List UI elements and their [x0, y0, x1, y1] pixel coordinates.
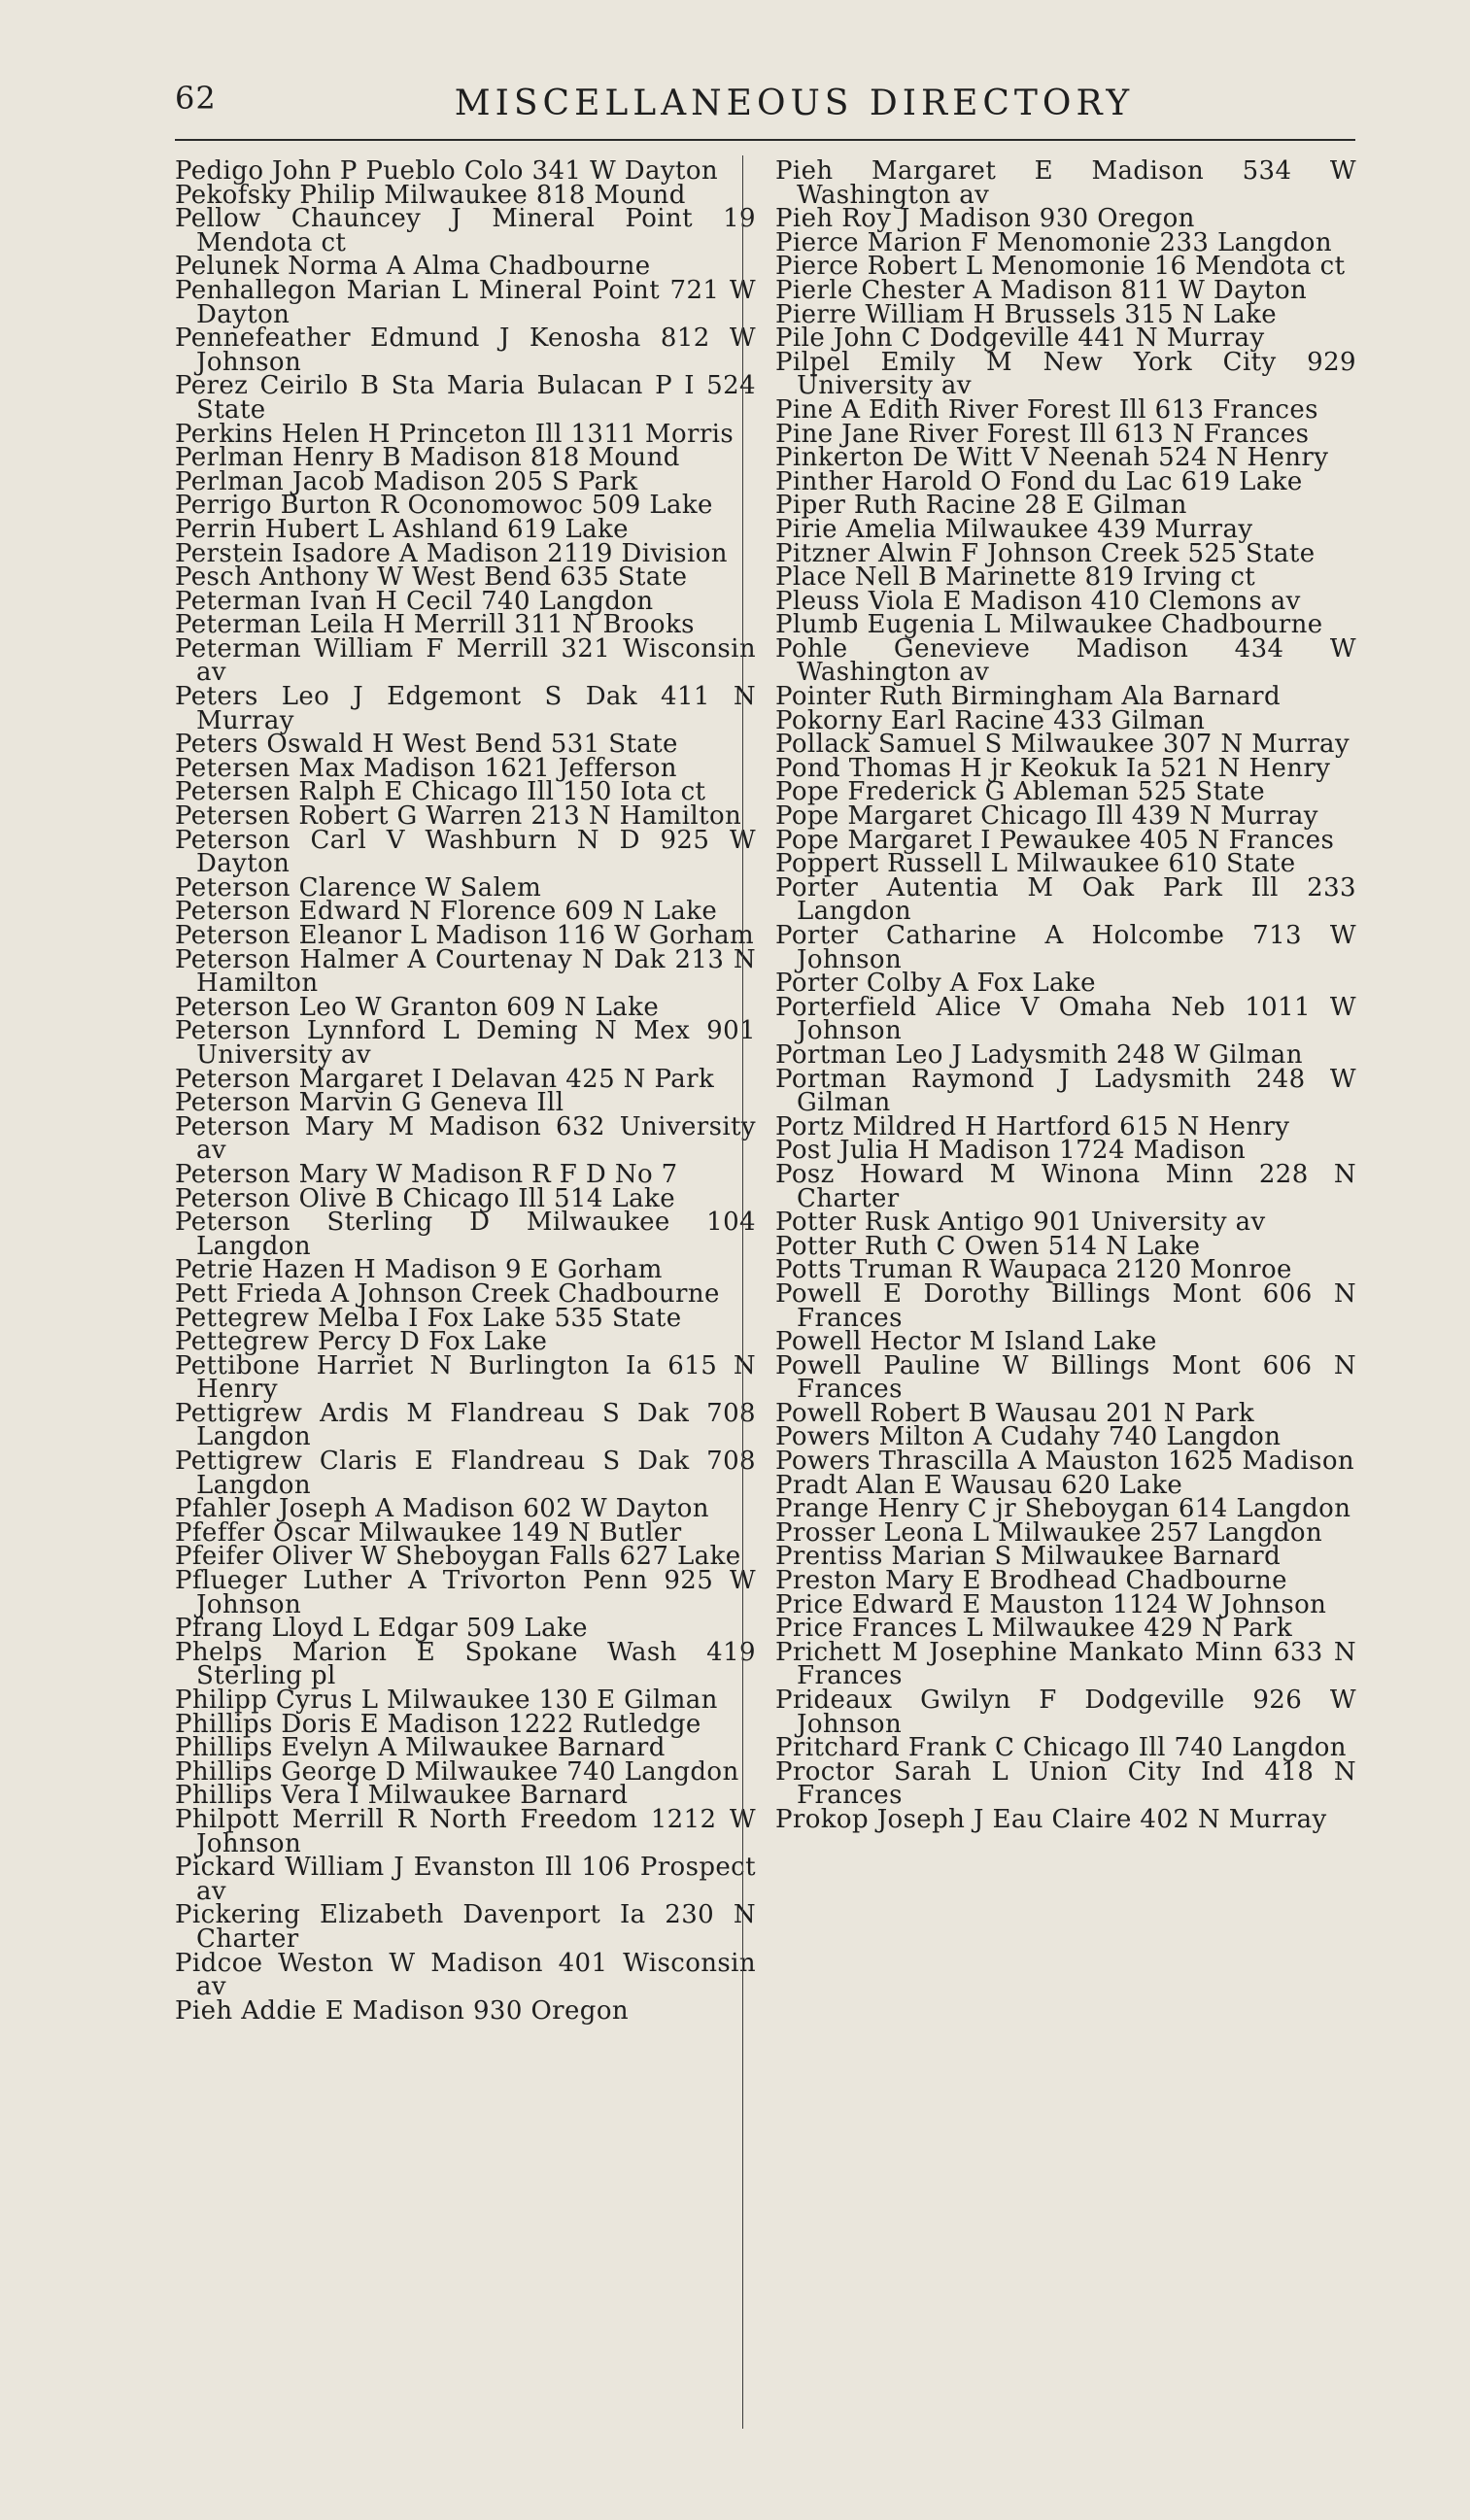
directory-entry: Peterson Olive B Chicago Ill 514 Lake	[175, 1183, 675, 1213]
directory-entry: Pellow Chauncey J Mineral Point 19 Mendota ct	[175, 204, 756, 257]
directory-entry: Pohle Genevieve Madison 434 W Washington av	[775, 633, 1356, 688]
directory-entry: Peterson Mary W Madison R F D No 7	[175, 1159, 678, 1189]
directory-entry: Portz Mildred H Hartford 615 N Henry	[775, 1111, 1290, 1141]
directory-entry: Pine A Edith River Forest Ill 613 Frances	[775, 394, 1318, 425]
directory-entry: Perrin Hubert L Ashland 619 Lake	[175, 514, 629, 544]
directory-entry: Pfrang Lloyd L Edgar 509 Lake	[175, 1614, 588, 1644]
directory-entry: Pierce Robert L Menomonie 16 Mendota ct	[775, 252, 1346, 282]
directory-entry: Powers Milton A Cudahy 740 Langdon	[775, 1422, 1282, 1452]
directory-entry: Peterson Marvin G Geneva Ill	[175, 1088, 564, 1118]
directory-entry: Place Nell B Marinette 819 Irving ct	[775, 562, 1256, 593]
directory-entry: Pond Thomas H jr Keokuk Ia 521 N Henry	[775, 753, 1331, 783]
directory-entry: Piper Ruth Racine 28 E Gilman	[775, 491, 1187, 521]
directory-entry: Peterson Edward N Florence 609 N Lake	[175, 897, 718, 927]
directory-entry: Portman Raymond J Ladysmith 248 W Gilman	[775, 1064, 1356, 1118]
directory-entry: Pelunek Norma A Alma Chadbourne	[175, 252, 651, 282]
directory-entry: Perlman Jacob Madison 205 S Park	[175, 466, 638, 496]
directory-entry: Pennefeather Edmund J Kenosha 812 W Johnson	[175, 324, 756, 377]
directory-entry: Poppert Russell L Milwaukee 610 State	[775, 849, 1296, 879]
directory-entry: Phillips Doris E Madison 1222 Rutledge	[175, 1709, 701, 1739]
directory-entry: Pflueger Luther A Trivorton Penn 925 W Johnson	[175, 1566, 756, 1619]
page-number: 62	[175, 80, 217, 117]
directory-entry: Pope Margaret I Pewaukee 405 N Frances	[775, 825, 1335, 855]
directory-entry: Peterman Ivan H Cecil 740 Langdon	[175, 586, 654, 616]
directory-entry: Pfeifer Oliver W Sheboygan Falls 627 Lake	[175, 1542, 741, 1572]
directory-entry: Peters Leo J Edgemont S Dak 411 N Murray	[175, 682, 756, 735]
directory-entry: Posz Howard M Winona Minn 228 N Charter	[775, 1159, 1356, 1213]
directory-entry: Perkins Helen H Princeton Ill 1311 Morris	[175, 419, 735, 449]
header-rule	[175, 139, 1355, 141]
directory-entry: Prichett M Josephine Mankato Minn 633 N Frances	[775, 1637, 1356, 1691]
running-title: MISCELLANEOUS DIRECTORY	[454, 84, 1135, 123]
directory-entry: Pinkerton De Witt V Neenah 524 N Henry	[775, 443, 1329, 473]
directory-entry: Peterson Leo W Granton 609 N Lake	[175, 992, 660, 1022]
directory-entry: Peterman Leila H Merrill 311 N Brooks	[175, 610, 695, 640]
directory-entry: Pinther Harold O Fond du Lac 619 Lake	[775, 466, 1303, 496]
directory-entry: Philpott Merrill R North Freedom 1212 W Johnson	[175, 1804, 756, 1858]
directory-entry: Pickering Elizabeth Davenport Ia 230 N Charter	[175, 1900, 756, 1954]
left-column	[175, 156, 756, 2026]
directory-entry: Pilpel Emily M New York City 929 University av	[775, 347, 1356, 401]
directory-entry: Prentiss Marian S Milwaukee Barnard	[775, 1542, 1282, 1572]
directory-entry: Prokop Joseph J Eau Claire 402 N Murray	[775, 1804, 1327, 1834]
directory-entry: Phillips Evelyn A Milwaukee Barnard	[175, 1733, 666, 1763]
directory-entry: Portman Leo J Ladysmith 248 W Gilman	[775, 1039, 1303, 1070]
directory-entry: Petersen Ralph E Chicago Ill 150 Iota ct	[175, 777, 706, 807]
directory-entry: Phillips George D Milwaukee 740 Langdon	[175, 1756, 739, 1787]
directory-entry: Pirie Amelia Milwaukee 439 Murray	[775, 514, 1253, 544]
directory-entry: Philipp Cyrus L Milwaukee 130 E Gilman	[175, 1686, 718, 1715]
directory-entry: Pettibone Harriet N Burlington Ia 615 N Henry	[175, 1350, 756, 1405]
directory-entry: Penhallegon Marian L Mineral Point 721 W Dayton	[175, 275, 756, 329]
directory-entry: Peterson Margaret I Delavan 425 N Park	[175, 1064, 715, 1094]
directory-entry: Prange Henry C jr Sheboygan 614 Langdon	[775, 1494, 1351, 1524]
directory-entry: Pfahler Joseph A Madison 602 W Dayton	[175, 1494, 709, 1524]
directory-entry: Plumb Eugenia L Milwaukee Chadbourne	[775, 610, 1323, 640]
directory-entry: Perez Ceirilo B Sta Maria Bulacan P I 524 State	[175, 371, 756, 425]
directory-entry: Pekofsky Philip Milwaukee 818 Mound	[175, 180, 686, 210]
directory-entry: Porter Autentia M Oak Park Ill 233 Langdon	[775, 872, 1356, 927]
directory-entry: Powers Thrascilla A Mauston 1625 Madison	[775, 1447, 1355, 1477]
directory-entry: Pleuss Viola E Madison 410 Clemons av	[775, 586, 1301, 616]
directory-entry: Pope Frederick G Ableman 525 State	[775, 777, 1266, 807]
directory-entry: Peterson Lynnford L Deming N Mex 901 University av	[175, 1016, 756, 1070]
directory-entry: Peters Oswald H West Bend 531 State	[175, 730, 678, 760]
directory-entry: Pollack Samuel S Milwaukee 307 N Murray	[775, 730, 1350, 760]
directory-entry: Potter Ruth C Owen 514 N Lake	[775, 1231, 1201, 1261]
directory-entry: Pokorny Earl Racine 433 Gilman	[775, 705, 1206, 735]
directory-entry: Pierce Marion F Menomonie 233 Langdon	[775, 227, 1332, 257]
directory-entry: Proctor Sarah L Union City Ind 418 N Frances	[775, 1756, 1356, 1811]
directory-entry: Powell Robert B Wausau 201 N Park	[775, 1398, 1255, 1428]
directory-entry: Peterson Mary M Madison 632 University av	[175, 1111, 756, 1166]
directory-entry: Phelps Marion E Spokane Wash 419 Sterling pl	[175, 1637, 756, 1691]
directory-entry: Pine Jane River Forest Ill 613 N Frances	[775, 419, 1310, 449]
directory-entry: Perstein Isadore A Madison 2119 Division	[175, 538, 728, 568]
directory-entry: Pieh Roy J Madison 930 Oregon	[775, 204, 1195, 234]
directory-entry: Powell E Dorothy Billings Mont 606 N Frances	[775, 1278, 1356, 1333]
directory-entry: Perrigo Burton R Oconomowoc 509 Lake	[175, 491, 713, 521]
directory-entry: Preston Mary E Brodhead Chadbourne	[775, 1566, 1287, 1596]
directory-entry: Pettegrew Melba I Fox Lake 535 State	[175, 1303, 682, 1333]
directory-entry: Petrie Hazen H Madison 9 E Gorham	[175, 1255, 663, 1285]
directory-entry: Porter Catharine A Holcombe 713 W Johnson	[775, 921, 1356, 974]
directory-entry: Pidcoe Weston W Madison 401 Wisconsin av	[175, 1948, 756, 2002]
column-divider	[742, 155, 743, 2429]
directory-entry: Prosser Leona L Milwaukee 257 Langdon	[775, 1517, 1323, 1548]
directory-entry: Price Frances L Milwaukee 429 N Park	[775, 1614, 1293, 1644]
directory-entry: Pettigrew Ardis M Flandreau S Dak 708 Langdon	[175, 1398, 756, 1452]
page-header	[175, 78, 1355, 138]
directory-entry: Potter Rusk Antigo 901 University av	[775, 1208, 1266, 1238]
directory-entry: Pettigrew Claris E Flandreau S Dak 708 Langdon	[175, 1447, 756, 1500]
directory-entry: Pierre William H Brussels 315 N Lake	[775, 299, 1278, 329]
directory-entry: Petersen Robert G Warren 213 N Hamilton	[175, 801, 742, 832]
directory-entry: Pointer Ruth Birmingham Ala Barnard	[775, 682, 1282, 712]
directory-entry: Pickard William J Evanston Ill 106 Prospect av	[175, 1853, 756, 1906]
directory-entry: Pierle Chester A Madison 811 W Dayton	[775, 275, 1308, 305]
directory-entry: Peterson Clarence W Salem	[175, 872, 542, 902]
directory-entry: Peterson Sterling D Milwaukee 104 Langdon	[175, 1208, 756, 1261]
directory-entry: Pritchard Frank C Chicago Ill 740 Langdon	[775, 1733, 1347, 1763]
directory-entry: Pett Frieda A Johnson Creek Chadbourne	[175, 1278, 720, 1309]
directory-entry: Pope Margaret Chicago Ill 439 N Murray	[775, 801, 1318, 832]
directory-entry: Pile John C Dodgeville 441 N Murray	[775, 324, 1265, 354]
directory-entry: Powell Pauline W Billings Mont 606 N Frances	[775, 1350, 1356, 1405]
directory-entry: Pesch Anthony W West Bend 635 State	[175, 562, 688, 593]
directory-entry: Peterson Carl V Washburn N D 925 W Dayton	[175, 825, 756, 879]
directory-entry: Pitzner Alwin F Johnson Creek 525 State	[775, 538, 1316, 568]
right-column	[775, 156, 1356, 1834]
directory-entry: Potts Truman R Waupaca 2120 Monroe	[775, 1255, 1292, 1285]
directory-entry: Porter Colby A Fox Lake	[775, 969, 1096, 999]
directory-entry: Peterman William F Merrill 321 Wisconsin av	[175, 633, 756, 688]
directory-entry: Pradt Alan E Wausau 620 Lake	[775, 1470, 1183, 1500]
directory-entry: Pieh Margaret E Madison 534 W Washington av	[775, 156, 1356, 210]
directory-entry: Phillips Vera I Milwaukee Barnard	[175, 1781, 629, 1811]
directory-entry: Petersen Max Madison 1621 Jefferson	[175, 753, 677, 783]
directory-entry: Peterson Halmer A Courtenay N Dak 213 N Hamilton	[175, 944, 756, 999]
directory-entry: Post Julia H Madison 1724 Madison	[775, 1136, 1247, 1166]
directory-entry: Pfeffer Oscar Milwaukee 149 N Butler	[175, 1517, 682, 1548]
directory-entry: Pettegrew Percy D Fox Lake	[175, 1327, 548, 1357]
directory-entry: Price Edward E Mauston 1124 W Johnson	[775, 1589, 1327, 1619]
directory-entry: Porterfield Alice V Omaha Neb 1011 W Johnson	[775, 992, 1356, 1046]
directory-entry: Pieh Addie E Madison 930 Oregon	[175, 1995, 630, 2026]
directory-entry: Peterson Eleanor L Madison 116 W Gorham	[175, 921, 755, 950]
directory-entry: Perlman Henry B Madison 818 Mound	[175, 443, 680, 473]
directory-entry: Prideaux Gwilyn F Dodgeville 926 W Johnson	[775, 1686, 1356, 1739]
directory-entry: Powell Hector M Island Lake	[775, 1327, 1157, 1357]
directory-entry: Pedigo John P Pueblo Colo 341 W Dayton	[175, 156, 719, 186]
